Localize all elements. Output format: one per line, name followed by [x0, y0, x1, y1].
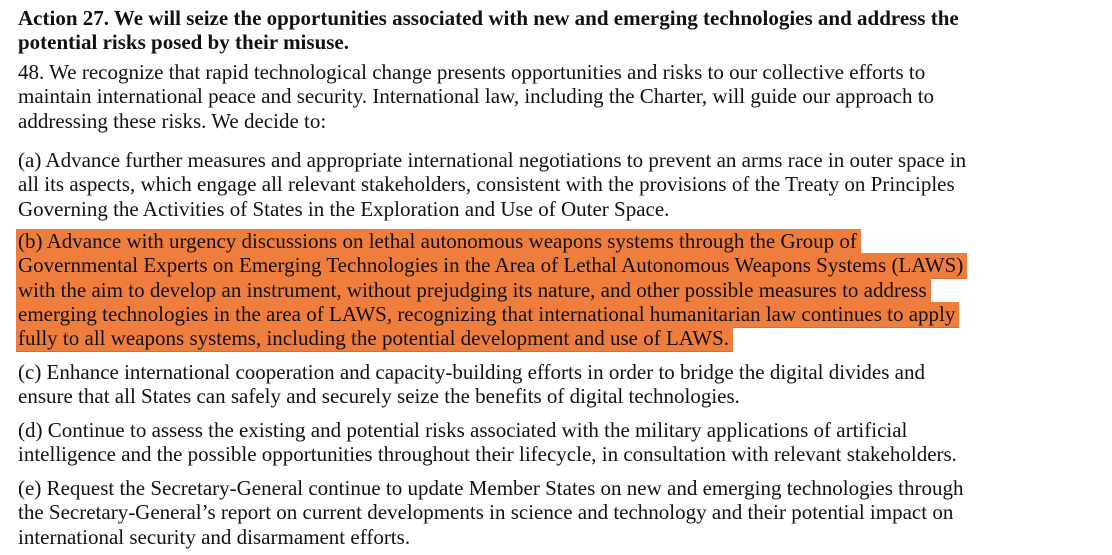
item-e	[18, 476, 963, 549]
text-line: Governing the Activities of States in the Exploration and Use of Outer Space.	[18, 196, 670, 221]
heading-line: potential risks posed by their misuse.	[18, 30, 349, 55]
text-line: ensure that all States can safely and securely seize the benefits of digital technologies.	[18, 384, 740, 409]
highlighted-line: emerging technologies in the area of LAWS, recognizing that international humanitarian law continues to apply	[16, 302, 959, 327]
paragraph-48	[18, 60, 934, 133]
highlighted-line: fully to all weapons systems, including the potential development and use of LAWS.	[16, 326, 733, 351]
heading-line: Action 27. We will seize the opportunities associated with new and emerging technologies and address the	[18, 6, 959, 30]
item-a	[18, 148, 966, 221]
text-line: (e) Request the Secretary-General continue to update Member States on new and emerging technologies through	[18, 476, 964, 500]
highlighted-line: Governmental Experts on Emerging Technologies in the Area of Lethal Autonomous Weapons Systems (LAWS)	[16, 253, 967, 278]
item-b-highlighted	[18, 229, 967, 350]
text-line: 48. We recognize that rapid technological change presents opportunities and risks to our collective efforts to	[18, 60, 926, 84]
highlighted-line: (b) Advance with urgency discussions on lethal autonomous weapons systems through the Group of	[16, 229, 861, 254]
highlighted-line: with the aim to develop an instrument, without prejudging its nature, and other possible measures to address	[16, 278, 931, 303]
text-line: addressing these risks. We decide to:	[18, 108, 327, 133]
action-heading	[18, 6, 959, 55]
text-line: (c) Enhance international cooperation and capacity-building efforts in order to bridge the digital divides and	[18, 360, 925, 384]
text-line: the Secretary-General’s report on current developments in science and technology and their potential impact on	[18, 500, 954, 525]
text-line: intelligence and the possible opportunities throughout their lifecycle, in consultation with relevant stakeholders.	[18, 442, 957, 467]
text-line: maintain international peace and security. International law, including the Charter, will guide our approach to	[18, 84, 935, 109]
text-line: all its aspects, which engage all relevant stakeholders, consistent with the provisions of the Treaty on Principles	[18, 172, 955, 197]
text-line: (d) Continue to assess the existing and potential risks associated with the military applications of artificial	[18, 418, 908, 442]
text-line: international security and disarmament efforts.	[18, 524, 411, 549]
item-c	[18, 360, 925, 409]
text-line: (a) Advance further measures and appropriate international negotiations to prevent an arms race in outer space in	[18, 148, 967, 172]
item-d	[18, 418, 957, 467]
